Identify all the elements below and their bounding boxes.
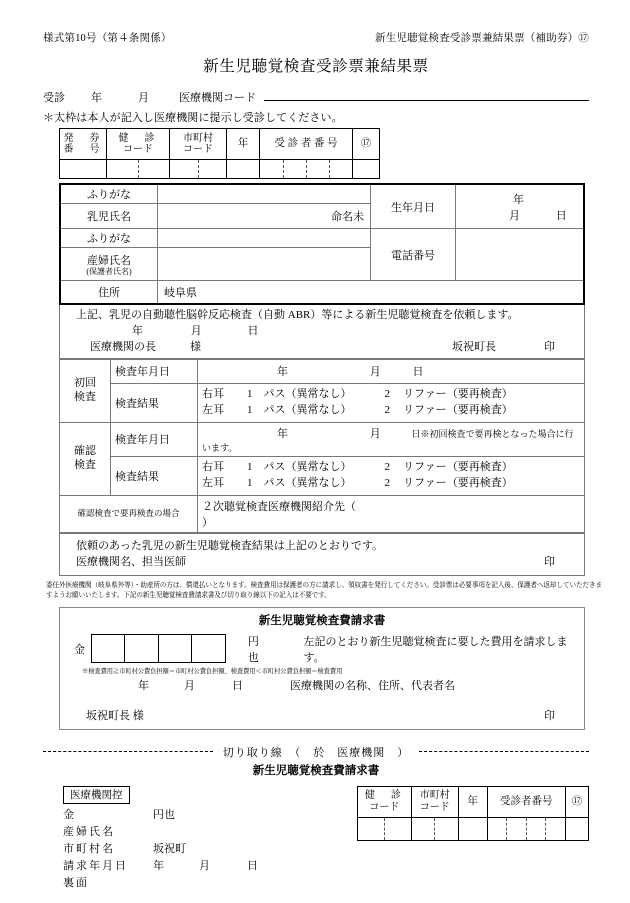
request-honorific: 様: [190, 340, 201, 353]
receipt-kin-label: 金: [63, 808, 76, 821]
personal-info-table: [61, 185, 583, 303]
cut-line-text: 切り取り線 （ 於 医療機関 ）: [222, 746, 410, 759]
receipt-date-day: 日: [247, 859, 258, 872]
receipt-table-input-row: [358, 817, 589, 840]
examination-results-table: [60, 359, 584, 533]
initial-result-left-ear[interactable]: [202, 403, 580, 418]
confirm-right-ear-label: 右耳: [202, 461, 224, 474]
receipt-date-month: 月: [199, 859, 210, 872]
cell-receipt-patient-2[interactable]: [507, 818, 526, 840]
request-day: 日: [247, 324, 259, 337]
initial-right-opt1-num[interactable]: 1: [247, 388, 253, 401]
request-block: [60, 305, 584, 359]
receipt-mother-label: 産婦氏名: [63, 825, 115, 838]
request-seal: 印: [544, 340, 555, 353]
field-infant-name[interactable]: [158, 204, 371, 229]
billing-title: 新生児聴覚検査費請求書: [258, 614, 386, 627]
birth-month: 月: [509, 209, 520, 222]
receipt-title: 新生児聴覚検査費請求書: [252, 764, 380, 777]
confirm-exam-l2: 検査: [74, 458, 96, 471]
voucher-label: 新生児聴覚検査受診票兼結果票（補助券）⑰: [375, 33, 589, 44]
field-initial-exam-date[interactable]: [198, 359, 585, 383]
unnamed-mark: 命名未: [331, 211, 364, 223]
label-confirm-exam-result: 検査結果: [111, 456, 198, 495]
initial-exam-month: 月: [369, 366, 381, 379]
th-receipt-patient-number: 受診者番号: [487, 786, 565, 817]
th-receipt-city-code: 市町村 コード: [411, 786, 458, 817]
initial-left-ear-label: 左耳: [202, 403, 224, 416]
cell-city-code-1[interactable]: [170, 160, 198, 178]
receipt-section: [43, 786, 589, 892]
amount-digit-2[interactable]: [125, 635, 158, 663]
th-cd: ⑰: [353, 129, 380, 160]
field-referral[interactable]: [198, 495, 585, 532]
billing-institution-label: 医療機関の名称、住所、代表者名: [290, 679, 455, 692]
initial-left-opt2-text[interactable]: リファー（要再検査）: [403, 403, 513, 416]
cell-patient-number-4[interactable]: [329, 160, 352, 178]
receipt-right: [353, 786, 589, 841]
initial-exam-l1: 初回: [74, 377, 96, 390]
label-mother-name: [61, 248, 158, 281]
fineprint-note: 委任外医療機関（岐阜県外等）・助産所の方は、償還払いとなります。検査費用は保護者の方に請求し、領収書を発行してください。受診票は必要事項を記入後、保護者へ返却していただきますようお願いいたします。下記の新生児聴覚検査費請求書及び切り取り線以下の記入は不要です。: [46, 581, 602, 599]
row-furigana-infant: [61, 185, 583, 204]
initial-right-ear-label: 右耳: [202, 388, 224, 401]
table-input-row: [60, 160, 380, 179]
billing-date-row: [60, 677, 584, 693]
initial-left-opt1-text[interactable]: パス（異常なし）: [263, 403, 352, 416]
billing-spacer: [206, 707, 544, 723]
initial-exam-day: 日: [412, 366, 424, 379]
cell-receipt-patient-4[interactable]: [546, 818, 565, 840]
label-furigana-infant: ふりがな: [61, 185, 158, 204]
personal-info-box: [59, 183, 585, 305]
label-furigana-mother: ふりがな: [61, 229, 158, 248]
billing-seal: 印: [544, 709, 555, 722]
form-number: 様式第10号（第４条関係）: [43, 33, 172, 44]
initial-exam-result-row: [60, 383, 584, 422]
address-prefecture: 岐阜県: [164, 287, 197, 299]
voucher-code-table: [59, 128, 380, 179]
receipt-date-year: 年: [153, 859, 164, 872]
cell-patient-number-3[interactable]: [306, 160, 329, 178]
cell-receipt-patient-number[interactable]: [487, 817, 565, 840]
confirm-result-right-ear[interactable]: [202, 460, 580, 475]
cell-receipt-checkup-1[interactable]: [358, 818, 384, 840]
receipt-mother-row: [63, 824, 353, 841]
form-body: [43, 30, 602, 892]
field-phone[interactable]: [456, 229, 584, 281]
th-year: 年: [227, 129, 260, 160]
referral-row: [60, 495, 584, 532]
receipt-tag: 医療機関控: [63, 786, 130, 804]
cell-checkup-code-1[interactable]: [107, 160, 138, 178]
cell-receipt-patient-3[interactable]: [526, 818, 545, 840]
confirm-left-opt1-num[interactable]: 1: [247, 476, 253, 489]
initial-left-opt2-num[interactable]: 2: [384, 403, 390, 416]
cell-receipt-cd[interactable]: [565, 817, 588, 840]
label-confirm-exam: [60, 422, 111, 495]
cell-receipt-city-1[interactable]: [412, 818, 435, 840]
billing-mayor: [86, 707, 206, 723]
receipt-date-label: 請求年月日: [63, 859, 128, 872]
initial-left-opt1-num[interactable]: 1: [247, 403, 253, 416]
th-receipt-checkup-code: 健 診 コード: [358, 786, 412, 817]
field-confirm-exam-result[interactable]: [198, 456, 585, 495]
label-confirm-exam-date: 検査年月日: [111, 422, 198, 456]
confirm-right-opt1-num[interactable]: 1: [247, 461, 253, 474]
field-birthdate[interactable]: [456, 185, 584, 229]
cut-dash-left: [43, 751, 213, 752]
confirm-right-opt1-text[interactable]: パス（異常なし）: [263, 461, 352, 474]
header-row: [43, 30, 589, 45]
confirm-exam-month: 月: [369, 427, 381, 440]
request-year: 年: [132, 324, 143, 337]
initial-exam-l2: 検査: [74, 390, 96, 403]
cell-receipt-checkup-code[interactable]: [358, 817, 412, 840]
medical-institution-code-field[interactable]: [264, 87, 589, 101]
billing-month: 月: [184, 679, 195, 692]
confirm-left-ear-label: 左耳: [202, 476, 224, 489]
referral-text-close: ）: [202, 516, 213, 529]
request-mayor: 坂祝町長: [452, 340, 496, 353]
closing-line2-row: [76, 554, 584, 571]
page-title: 新生児聴覚検査受診票兼結果票: [203, 58, 429, 75]
row-furigana-mother: [61, 229, 583, 248]
amount-digit-3[interactable]: [158, 635, 191, 663]
receipt-amount-row: [63, 807, 353, 824]
cell-receipt-city-2[interactable]: [435, 818, 458, 840]
cell-receipt-city-code[interactable]: [411, 817, 458, 840]
cell-receipt-year[interactable]: [458, 817, 487, 840]
receipt-yen-label: 円也: [153, 808, 175, 821]
row-address: [61, 281, 583, 304]
label-initial-exam-result: 検査結果: [111, 383, 198, 422]
field-confirm-exam-date[interactable]: [198, 422, 585, 456]
label-birthdate: 生年月日: [371, 185, 456, 229]
receipt-date-row: [63, 858, 353, 875]
amount-digit-4[interactable]: [192, 635, 225, 663]
confirm-exam-note: 日※初回検査で要再検となった場合に行います。: [202, 428, 574, 453]
receipt-code-table: [357, 786, 589, 841]
label-initial-exam-date: 検査年月日: [111, 359, 198, 383]
cell-receipt-patient-1[interactable]: [488, 818, 507, 840]
confirm-left-opt2-num[interactable]: 2: [384, 476, 390, 489]
exam-section: [59, 305, 585, 576]
th-city-code: 市町村 コード: [170, 129, 227, 160]
mother-name-sub: (保護者氏名): [86, 267, 132, 276]
confirm-exam-result-row: [60, 456, 584, 495]
initial-right-opt1-text[interactable]: パス（異常なし）: [263, 388, 352, 401]
cell-patient-number-1[interactable]: [260, 160, 283, 178]
cut-dash-right: [419, 751, 589, 752]
th-receipt-year: 年: [458, 786, 487, 817]
visit-year: 年: [91, 92, 102, 104]
receipt-table-header-row: [358, 786, 589, 817]
th-receipt-cd: ⑰: [565, 786, 588, 817]
cell-checkup-code-2[interactable]: [138, 160, 169, 178]
field-furigana-infant[interactable]: [158, 185, 371, 204]
closing-seal: 印: [544, 556, 555, 569]
confirm-exam-date-row: [60, 422, 584, 456]
mother-name-main: 産婦氏名: [87, 255, 131, 267]
referral-text-open: ２次聴覚検査医療機関紹介先（: [202, 500, 356, 513]
cell-checkup-code[interactable]: [107, 160, 170, 179]
request-addressee: 医療機関の長: [90, 340, 156, 353]
th-issue-number: 発 券 番 号: [60, 129, 107, 160]
billing-amount-boxes: [91, 634, 226, 663]
billing-yen-label: 円也: [247, 635, 259, 664]
billing-year: 年: [138, 679, 149, 692]
field-furigana-mother[interactable]: [158, 229, 371, 248]
closing-line1: 依頼のあった乳児の新生児聴覚検査結果は上記のとおりです。: [76, 539, 384, 552]
receipt-city-value: 坂祝町: [153, 842, 186, 855]
visit-month: 月: [138, 92, 149, 104]
cell-receipt-checkup-2[interactable]: [384, 818, 410, 840]
label-address: 住所: [61, 281, 158, 304]
initial-exam-date-row: [60, 359, 584, 383]
cell-patient-number-2[interactable]: [283, 160, 306, 178]
receipt-left: [43, 786, 353, 892]
billing-kin-label: 金: [74, 643, 85, 656]
receipt-city-label: 市町村名: [63, 842, 115, 855]
confirm-right-opt2-num[interactable]: 2: [384, 461, 390, 474]
receipt-back-label: 裏面: [63, 876, 89, 889]
confirm-left-opt2-text[interactable]: リファー（要再検査）: [403, 476, 513, 489]
cell-patient-number[interactable]: [260, 160, 353, 179]
billing-mayor-honorific: 様: [132, 709, 144, 722]
billing-day: 日: [232, 679, 243, 692]
billing-amount-row: [60, 633, 584, 665]
request-signature-row: [76, 340, 584, 356]
request-month: 月: [190, 324, 202, 337]
cell-city-code[interactable]: [170, 160, 227, 179]
initial-exam-year: 年: [277, 366, 288, 379]
billing-footer-row: [60, 707, 584, 723]
th-patient-number: 受 診 者 番 号: [260, 129, 353, 160]
field-mother-name[interactable]: [158, 248, 371, 281]
initial-right-opt2-num[interactable]: 2: [384, 388, 390, 401]
cell-city-code-2[interactable]: [198, 160, 226, 178]
visit-label: 受診: [43, 92, 65, 104]
billing-calc-note: ※検査費用≧市町村公費負担額＝市町村公費負担額、検査費用＜市町村公費負担額＝検査費用: [82, 667, 343, 675]
cell-year[interactable]: [227, 160, 260, 179]
birth-day: 日: [555, 209, 567, 222]
cell-issue-number[interactable]: [60, 160, 107, 179]
request-date: [76, 324, 584, 340]
initial-result-right-ear[interactable]: [202, 387, 580, 402]
table-header-row: [60, 129, 380, 160]
confirm-right-opt2-text[interactable]: リファー（要再検査）: [403, 461, 513, 474]
amount-digit-1[interactable]: [92, 635, 125, 663]
billing-claim-text: 左記のとおり新生児聴覚検査に要した費用を請求します。: [303, 635, 568, 664]
closing-block: [60, 533, 584, 575]
confirm-result-left-ear[interactable]: [202, 476, 580, 491]
initial-right-opt2-text[interactable]: リファー（要再検査）: [403, 388, 513, 401]
th-checkup-code: 健 診 コード: [107, 129, 170, 160]
closing-line2: 医療機関名、担当医師: [76, 556, 186, 569]
receipt-city-row: [63, 841, 353, 858]
instruction-note: ＊太枠は本人が記入し医療機関に提示し受診してください。: [43, 112, 343, 124]
cell-cd[interactable]: [353, 160, 380, 179]
field-initial-exam-result[interactable]: [198, 383, 585, 422]
cut-line-row: [43, 744, 589, 760]
label-infant-name: 乳児氏名: [61, 204, 158, 229]
birth-year: 年: [513, 193, 524, 206]
label-phone: 電話番号: [371, 229, 456, 281]
medical-institution-code-label: 医療機関コード: [179, 92, 256, 104]
visit-date-line: [43, 87, 589, 105]
label-referral: 確認検査で要再検査の場合: [60, 495, 198, 532]
confirm-exam-year: 年: [277, 427, 288, 440]
receipt-back-row: [63, 875, 353, 892]
label-initial-exam: [60, 359, 111, 422]
confirm-left-opt1-text[interactable]: パス（異常なし）: [263, 476, 352, 489]
billing-request-box: [59, 607, 585, 730]
field-address[interactable]: [158, 281, 584, 304]
request-text: 上記、乳児の自動聴性脳幹反応検査（自動 ABR）等による新生児聴覚検査を依頼します。: [76, 309, 519, 321]
billing-mayor-name: 坂祝町長: [86, 709, 130, 722]
confirm-exam-l1: 確認: [74, 445, 96, 458]
